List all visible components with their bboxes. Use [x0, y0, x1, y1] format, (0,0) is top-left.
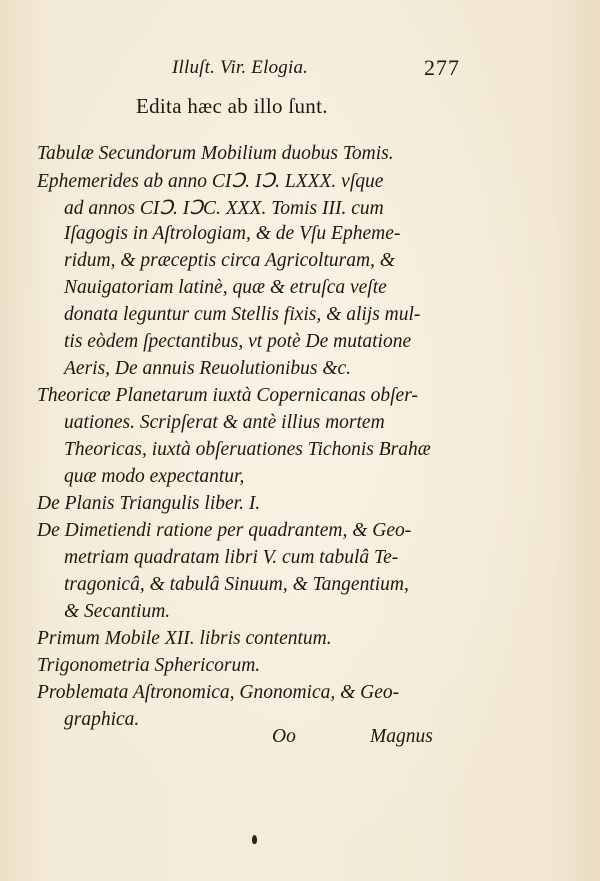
text-line: quæ modo expectantur,: [64, 466, 245, 487]
text-line: ridum, & præceptis circa Agricolturam, &: [64, 250, 395, 271]
page-footer: [0, 726, 600, 752]
section-heading: Edita hæc ab illo ſunt.: [136, 94, 328, 118]
text-line: Theoricæ Planetarum iuxtà Copernicanas obſer-: [37, 385, 418, 406]
text-line: Theoricas, iuxtà obſeruationes Tichonis Brahæ: [64, 439, 431, 460]
text-line: Trigonometria Sphericorum.: [37, 655, 261, 676]
page-number: 277: [424, 55, 460, 80]
text-line: Ephemerides ab anno CIↃ. IↃ. LXXX. vſque: [37, 171, 384, 192]
text-line: Primum Mobile XII. libris contentum.: [37, 628, 332, 649]
signature-mark: Oo: [272, 726, 296, 747]
text-line: ad annos CIↃ. IↃC. XXX. Tomis III. cum: [64, 198, 384, 219]
catchword: Magnus: [370, 726, 433, 747]
text-line: De Dimetiendi ratione per quadrantem, & Geo-: [37, 520, 412, 541]
text-line: Problemata Aſtronomica, Gnonomica, & Geo-: [37, 682, 400, 703]
text-line: donata leguntur cum Stellis fixis, & alijs mul-: [64, 304, 421, 325]
text-line: metriam quadratam libri V. cum tabulâ Te-: [64, 547, 399, 568]
text-line: graphica.: [64, 709, 140, 730]
page-header: [0, 55, 600, 81]
text-line: Tabulæ Secundorum Mobilium duobus Tomis.: [37, 143, 394, 164]
text-line: uationes. Scripſerat & antè illius mortem: [64, 412, 385, 433]
text-line: tragonicâ, & tabulâ Sinuum, & Tangentium,: [64, 574, 409, 595]
text-line: Iſagogis in Aſtrologiam, & de Vſu Epheme-: [64, 223, 401, 244]
text-line: Aeris, De annuis Reuolutionibus &c.: [64, 358, 352, 379]
running-head: Illuſt. Vir. Elogia.: [172, 57, 309, 78]
text-line: De Planis Triangulis liber. I.: [37, 493, 261, 514]
text-line: Nauigatoriam latinè, quæ & etruſca veſte: [64, 277, 387, 298]
text-line: tis eòdem ſpectantibus, vt potè De mutatione: [64, 331, 412, 352]
text-line: & Secantium.: [64, 601, 171, 622]
ink-speck: [252, 835, 257, 844]
